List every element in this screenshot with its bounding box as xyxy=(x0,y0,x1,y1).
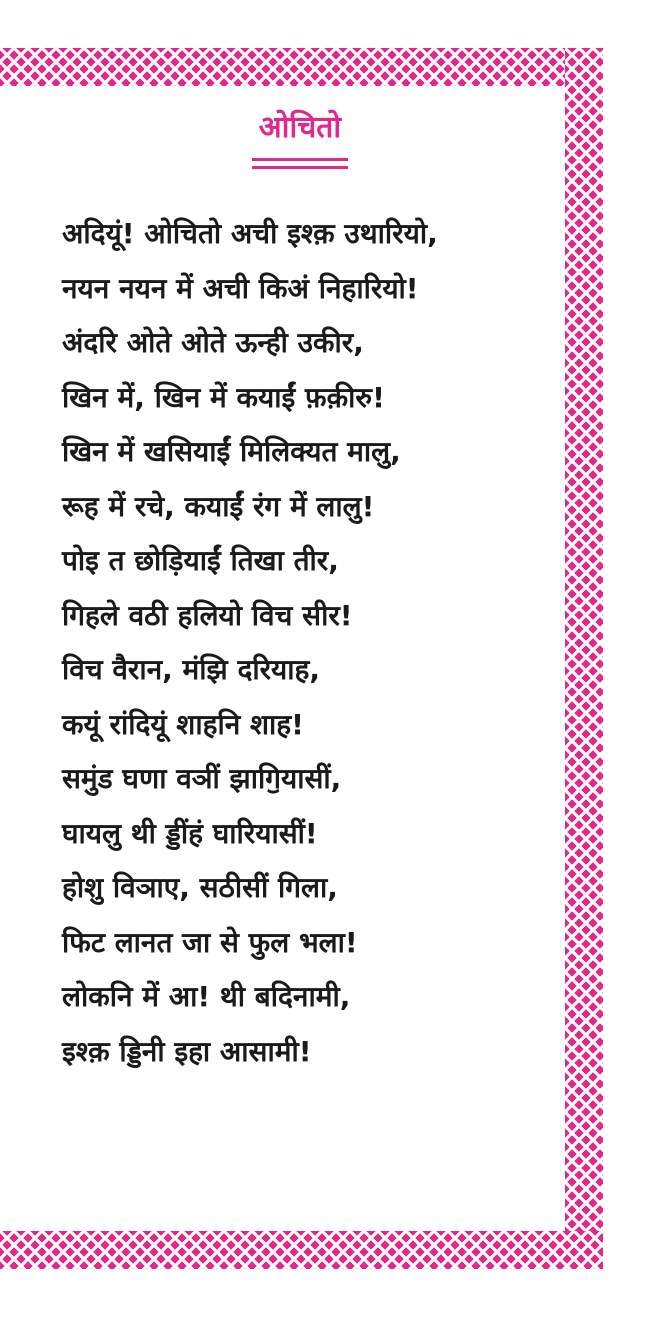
poem-content-area xyxy=(0,86,565,1231)
poem-line: पोइ त छोड़ियाईं तिखा तीर, xyxy=(62,544,339,577)
decorative-border-right xyxy=(565,48,603,1269)
poem-line: फिट लानत जा से फुल भला! xyxy=(62,925,358,959)
poem-line: खिन में खसियाईं मिलिक्यत मालु, xyxy=(62,435,401,468)
title-underline-top xyxy=(252,158,348,161)
poem-line: रूह में रचे, कयाईं रंग में लालु! xyxy=(62,489,375,523)
poem-title: ओचितो xyxy=(258,110,342,145)
poem-line: अदियूं! ओचितो अची इश्क़ उथारियो, xyxy=(62,217,438,250)
poem-line: समुंड घणा वञीं झागॖियासीं, xyxy=(62,762,342,795)
poem-line: कयूं रांदियूं शाहनि शाह! xyxy=(62,707,304,741)
poem-line: घायलु थी ड्डींहं घारियासीं! xyxy=(62,816,318,850)
poem-line: होशु विञाए, सठीसीं गिला, xyxy=(62,871,338,904)
poem-line: नयन नयन में अची किअं निहारियो! xyxy=(62,271,419,305)
poem-body xyxy=(62,212,552,1084)
poem-line: विच वैरान, मंझि दरियाह, xyxy=(62,653,321,686)
poem-line: गिहले वठी हलियो विच सीर! xyxy=(62,598,353,632)
title-underline-bottom xyxy=(252,166,348,169)
poem-line: खिन में, खिन में कयाईं फ़क़ीरु! xyxy=(62,380,385,414)
poem-line: अंदरि ओते ओते ऊन्ही उकीर, xyxy=(62,326,364,359)
decorative-border-bottom xyxy=(0,1231,603,1269)
poem-line: इश्क़ ड्डिनी इहा आसामी! xyxy=(62,1034,312,1068)
decorative-border-top xyxy=(0,48,603,86)
poem-line: लोकनि में आ! थी बदिनामी, xyxy=(62,980,351,1013)
